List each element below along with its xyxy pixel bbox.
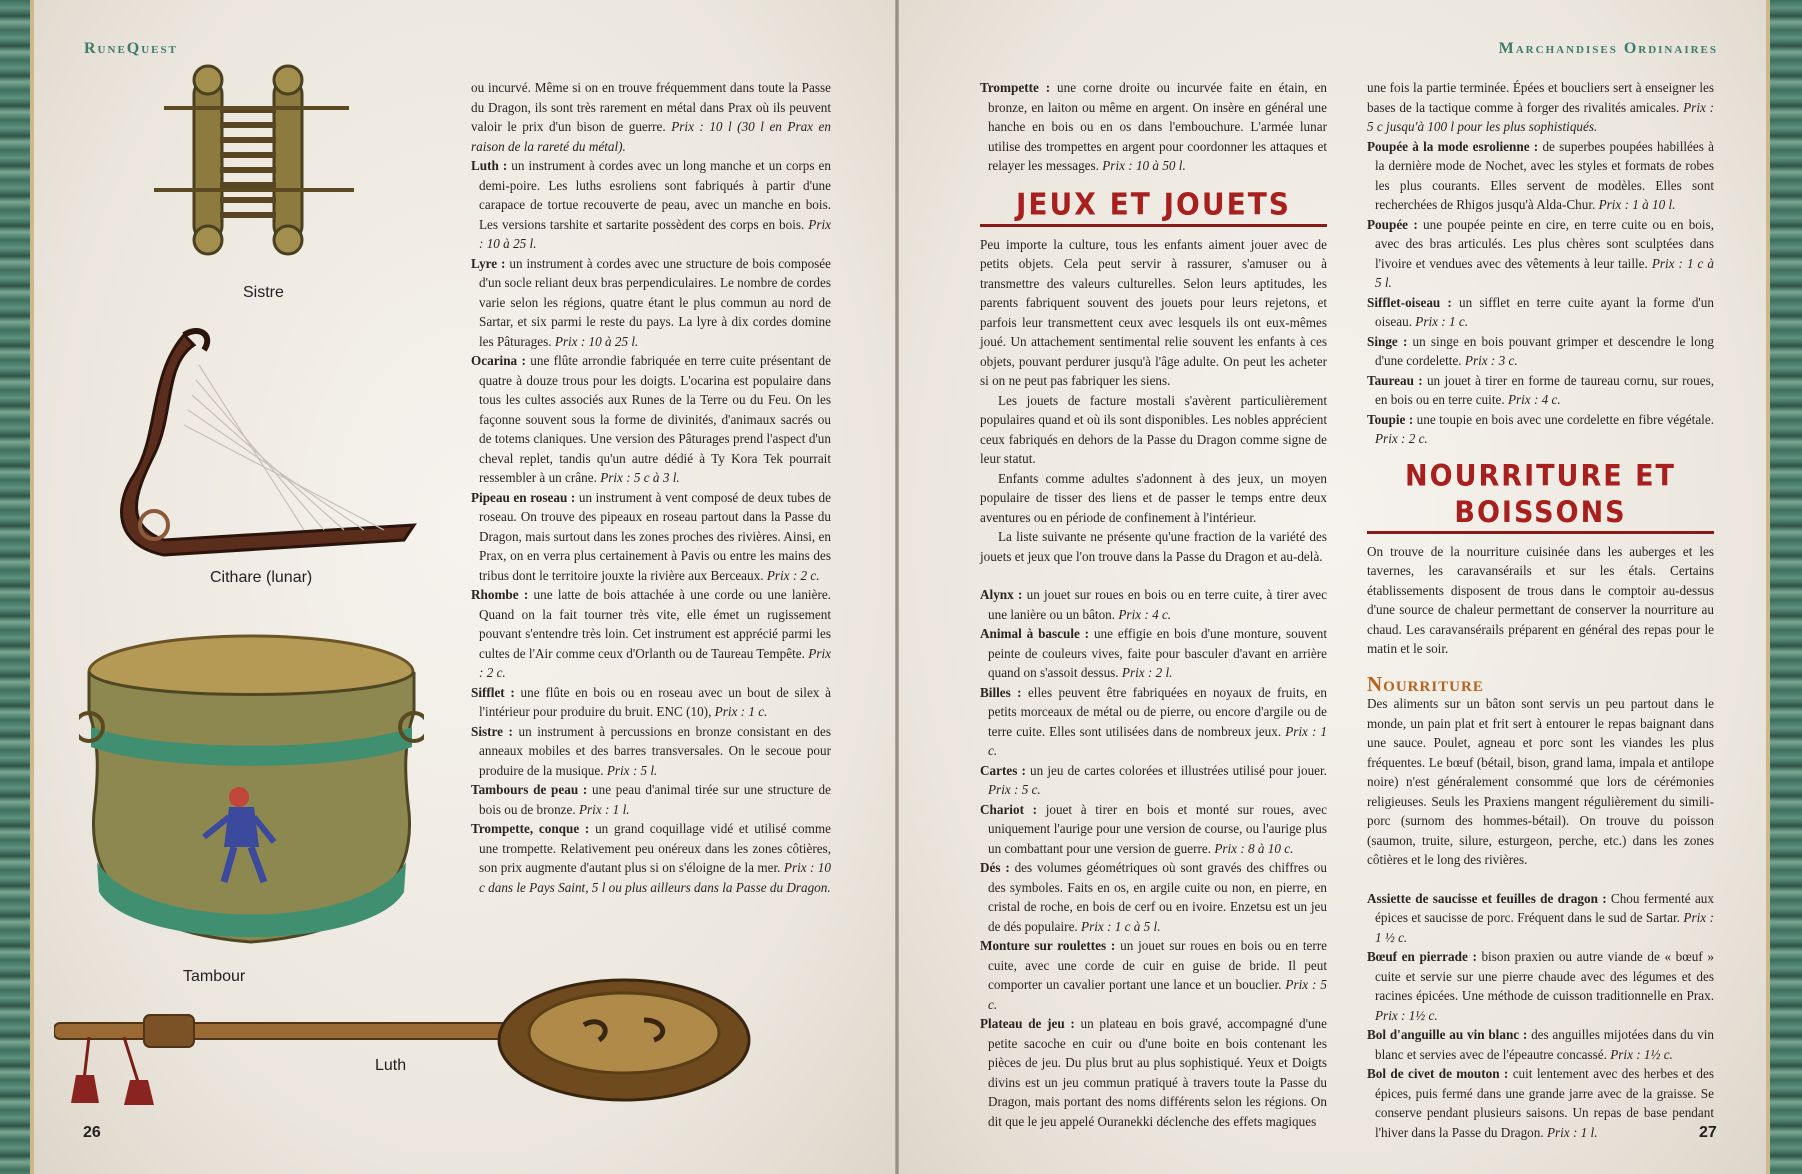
entry-text: elles peuvent être fabriquées en noyaux de fruits, en petits morceaux de métal ou de pierre, ou encore d'argile ou de terre cuite. Elles sont utilisées dans de nombreux jeux. [988,684,1327,739]
list-item [1367,947,1714,1025]
jeux-paragraph: Les jouets de facture mostali s'avèrent particulièrement populaires quand et où ils sont disponibles. Les nobles apprécient ceux fabriqués en dehors de la Passe du Dragon comme signe de leur statut. [980,392,1327,466]
entry-term: Sifflet : [471,684,515,700]
list-item [980,761,1327,800]
nourriture-intro: On trouve de la nourriture cuisinée dans les auberges et les tavernes, les caravansérails et sur les étals. Certains établissements disposent de trous dans le comptoir au-dessus d'une source de chaleur permettant de conserver la nourriture au chaud. Les caravansérails préparent en général des repas pour le matin et le soir. [1367,543,1714,656]
list-item [980,858,1327,936]
entry-term: Plateau de jeu : [980,1016,1075,1031]
list-item [471,722,831,781]
list-item [471,254,831,352]
entry-term: Bol de civet de mouton : [1367,1066,1509,1081]
entry-term: Animal à bascule : [980,626,1090,641]
entry-price: Prix : 5 l. [606,762,658,778]
entry-text: ou incurvé. Même si on en trouve fréquemment dans toute la Passe du Dragon, ils sont très rarement en métal dans Prax où ils peuvent valoir le prix d'un bison de guerre. [471,80,831,134]
entry-term: Trompette, conque : [471,821,590,836]
entry-text: un jouet à tirer en forme de taureau cornu, sur roues, en bois ou en terre cuite. [1375,372,1714,407]
entry-text: une fois la partie terminée. Épées et boucliers sert à enseigner les bases de la tactique comme à forger des rivalités amicales. [1367,80,1714,115]
entry-text: une peau d'animal tirée sur une structure de bois ou de bronze. [479,782,832,817]
entry-term: Alynx : [980,587,1023,602]
list-item [471,156,831,254]
caption-luth: Luth [375,1057,407,1074]
luth-illustration [54,975,774,1105]
running-head-right: Marchandises Ordinaires [1498,40,1718,57]
entry-price: Prix : 1 c à 5 l. [1081,918,1161,934]
entry-term: Pipeau en roseau : [471,489,576,505]
entry-term: Toupie : [1367,411,1414,427]
entry-term: Billes : [980,684,1022,700]
jeux-paragraph: Peu importe la culture, tous les enfants aiment jouer avec de petits objets. Cela peut servir à rassurer, s'amuser ou à transmettre des valeurs culturelles. Selon leurs aptitudes, les parents fabriquent souvent des jouets pour leurs rejetons, et parfois leur transmettent ceux avec lesquels ils ont eux-mêmes joué. Un attachement sentimental relie souvent les enfants à ces objets, pouvant perdurer jusqu'à l'âge adulte. On peut les acheter si on ne peut pas fabriquer les siens. [980,236,1327,388]
sistre-illustration [154,60,364,280]
entry-price: Prix : 1 c. [1415,314,1469,329]
section-heading-nourriture: NOURRITURE ET BOISSONS [1405,458,1676,530]
entry-term: Bol d'anguille au vin blanc : [1367,1027,1528,1042]
right-text-column-2 [1367,78,1714,1142]
entry-text: une poupée peinte en cire, en terre cuite ou en bois, avec des bras articulés. Les plus chères sont sculptées dans l'ivoire et vendues avec des vêtements à leur taille. [1375,216,1714,271]
entry-text: une effigie en bois d'une monture, souvent peinte de couleurs vives, faite pour basculer d'avant en arrière quand on s'assoit dessus. [988,626,1327,680]
list-item [471,585,831,683]
heading-rule [980,224,1327,227]
list-item [471,351,831,488]
list-item [1367,889,1714,948]
entry-term: Assiette de saucisse et feuilles de dragon : [1367,890,1607,906]
running-head-left: RuneQuest [84,40,178,57]
entry-text: un plateau en bois gravé, accompagné d'une petite sacoche en cuir ou d'une boite en bois contenant les pièces de jeu. Du plus brut au plus sophistiqué. Yeux et Doigts divins est un jeu commun pratiqué à travers toute la Passe du Dragon, mais portant des noms différents selon les régions. On dit que le jeu appelé Ouranekki déclenche des effets magiques [988,1016,1327,1129]
list-item [980,624,1327,683]
list-item [1367,293,1714,332]
continued-paragraph [471,78,831,156]
entry-term: Dés : [980,860,1010,875]
list-item [1367,332,1714,371]
entry-term: Singe : [1367,333,1408,349]
entry-term: Bœuf en pierrade : [1367,949,1477,964]
entry-text: Chou fermenté aux épices et saucisse de porc. Fréquent dans le sud de Sartar. [1375,890,1714,925]
entry-text: des anguilles mijotées dans du vin blanc et servies avec de l'épeautre concassé. [1375,1027,1714,1062]
entry-price: Prix : 1 c. [988,723,1327,758]
list-item [980,1014,1327,1131]
page-number-right: 27 [1699,1124,1717,1141]
left-page [34,0,895,1174]
entry-price: Prix : 2 l. [1121,665,1173,680]
entry-text: de superbes poupées habillées à la dernière mode de Nochet, avec les styles et formats de robes les plus courants. Elles servent de modèles. Elles sont recherchées de Rhigos jusqu'à Alda-Chur. [1375,138,1714,212]
entry-text: un instrument à vent composé de deux tubes de roseau. On trouve des pipeaux en roseau partout dans la Passe du Dragon, mais surtout dans les zones proches des rivières. Ainsi, en Prax, on en verra plus certainement à Pavis ou entre les mains des tribus dont le territoire jouxte la rivière aux Berceaux. [479,489,831,583]
jeux-paragraph: Enfants comme adultes s'adonnent à des jeux, un moyen populaire de tisser des liens et de passer le temps entre deux aventures ou en période de confinement à l'intérieur. [980,470,1327,525]
entry-text: des volumes géométriques où sont gravés des chiffres ou des symboles. Faits en os, en argile cuite ou non, en pierre, en cristal de roche, en bois de cerf ou en ivoire. Enzetsu est un jeu de dés populaire. [988,860,1327,934]
entry-price: Prix : 10 l (30 l en Prax en raison de la rareté du métal). [471,119,831,154]
entry-price: Prix : 1½ c. [1375,1007,1438,1023]
entry-term: Chariot : [980,801,1038,817]
entry-text: un instrument à cordes avec un long manche et un corps en demi-poire. Les luths esroliens sont fabriqués à partir d'une carapace de tortue recouverte de peau, avec un manche en bois. Les versions tarshite et sartarite possèdent des corps en bois. [479,158,832,232]
list-item [471,488,831,586]
entry-price: Prix : 5 c. [988,977,1327,1012]
entry-text: un instrument à cordes avec une structure de bois composée d'un socle reliant deux bras perpendiculaires. Le nombre de cordes varie selon les régions, quatre étant le plus commun au nord de Sartar, et six parmi le reste du pays. La lyre à dix cordes domine les Pâturages. [479,255,832,349]
entry-price: Prix : 10 à 50 l. [1102,158,1186,173]
entry-text: un jeu de cartes colorées et illustrées utilisé pour jouer. [1025,762,1327,778]
entry-text: un jouet sur roues en bois ou en terre cuite, avec une corde de cuir en guise de bride. Il peut comporter un cavalier portant une lance et un bouclier. [988,938,1327,992]
list-item [980,78,1327,176]
list-item [471,683,831,722]
entry-text: bison praxien ou autre viande de « bœuf » cuite et servie sur une pierre chaude avec des légumes et des racines épicées. Une méthode de cuisson traditionnelle en Prax. [1375,949,1714,1003]
section-heading-jeux: JEUX ET JOUETS [1016,186,1291,222]
entry-price: Prix : 4 c. [1118,606,1172,622]
list-item [1367,1025,1714,1064]
entry-price: Prix : 2 c. [479,645,831,680]
entry-text: une toupie en bois avec une cordelette en fibre végétale. [1413,411,1714,427]
entry-price: Prix : 8 à 10 c. [1214,840,1294,856]
entry-price: Prix : 1 l. [1546,1124,1598,1140]
entry-price: Prix : 1 ½ c. [1375,910,1714,945]
entry-term: Trompette : [980,80,1051,95]
entry-price: Prix : 5 c jusqu'à 100 l pour les plus sophistiqués. [1367,99,1714,134]
subheading-nourriture: Nourriture [1367,671,1484,696]
entry-term: Taureau : [1367,372,1423,388]
entry-price: Prix : 2 c. [1375,431,1428,446]
entry-text: un grand coquillage vidé et utilisé comme une trompette. Relativement peu onéreux dans les zones côtières, son prix augmente d'autant plus si on s'éloigne de la mer. [479,821,831,875]
entry-text: un jouet sur roues en bois ou en terre cuite, à tirer avec une lanière ou un bâton. [988,587,1327,622]
entry-term: Sistre : [471,723,513,739]
right-ornamental-border [1766,0,1802,1174]
entry-term: Luth : [471,158,508,173]
entry-text: cuit lentement avec des herbes et des épices, puis fermé dans une grande jarre avec de la graisse. Se conserve pendant plusieurs saisons. Un repas de base pendant l'hiver dans la Passe du Dragon. [1375,1066,1714,1140]
entry-term: Poupée à la mode esrolienne : [1367,138,1539,154]
list-item [980,585,1327,624]
entry-text: jouet à tirer en bois et monté sur roues, avec uniquement l'aurige pour une version de course, ou l'aurige plus un combattant pour une version de guerre. [988,801,1327,856]
entry-price: Prix : 1 c à 5 l. [1375,255,1714,290]
trompette-entry [980,78,1327,176]
entry-price: Prix : 3 c. [1464,353,1518,368]
entry-term: Lyre : [471,255,506,271]
entry-price: Prix : 5 c. [988,782,1041,797]
entry-text: une latte de bois attachée à une corde ou une lanière. Quand on la fait tourner très vite, elle émet un rugissement pouvant s'entendre très loin. Cet instrument est apprécié parmi les cultes de l'Air comme ceux d'Orlanth ou de Taureau Tempête. [479,587,831,661]
entry-text: une corne droite ou incurvée faite en étain, en bronze, en laiton ou même en argent. On insère en général une hanche en bois ou en os dans l'embouchure. L'armée lunar utilise des trompettes en argent pour coordonner les attaques et relayer les messages. [988,80,1327,173]
entry-text: une flûte en bois ou en roseau avec un bout de silex à l'intérieur pour produire du bruit. ENC (10), [479,684,831,719]
toys-list [1367,78,1714,449]
list-item [471,819,831,897]
entry-price: Prix : 1 à 10 l. [1598,197,1676,212]
list-item [1367,371,1714,410]
right-page [899,0,1766,1174]
entry-term: Cartes : [980,762,1026,778]
entry-price: Prix : 5 c à 3 l. [600,470,680,485]
entry-price: Prix : 4 c. [1507,392,1561,407]
page-number-left: 26 [83,1124,101,1141]
list-item [1367,215,1714,293]
jeux-intro [980,235,1327,567]
entry-text: une flûte arrondie fabriquée en terre cuite présentant de quatre à douze trous pour les doigts. L'ocarina est populaire dans tous les cultes associés aux Runes de la Terre ou du Feu. On les façonne souvent sous la forme de divinités, d'animaux sacrés ou de totems claniques. Une version des Pâturages prend l'aspect d'un cheval replet, tandis qu'un autre dédié à Ty Kora Tek pourrait ressembler à un crâne. [479,353,831,485]
entry-price: Prix : 2 c. [766,567,820,583]
entry-price: Prix : 10 c dans le Pays Saint, 5 l ou plus ailleurs dans la Passe du Dragon. [479,860,831,895]
list-item [471,780,831,819]
entry-text: un singe en bois pouvant grimper et descendre le long d'une cordelette. [1375,333,1715,368]
left-text-column [471,78,831,897]
entry-price: Prix : 10 à 25 l. [554,333,639,349]
list-item [1367,1064,1714,1142]
jeux-paragraph: La liste suivante ne présente qu'une fraction de la variété des jouets et jeux que l'on trouve dans la Passe du Dragon et au-delà. [980,529,1327,564]
entry-price: Prix : 1 c. [714,704,768,719]
entry-term: Rhombe : [471,587,529,602]
entry-term: Poupée : [1367,216,1418,232]
list-item [980,800,1327,859]
entry-term: Monture sur roulettes : [980,938,1116,953]
entry-term: Tambours de peau : [471,782,588,797]
entry-price: Prix : 10 à 25 l. [479,216,831,251]
cithare-illustration [104,325,424,565]
caption-cithare: Cithare (lunar) [210,569,313,586]
caption-tambour: Tambour [183,968,246,985]
right-text-column-1 [980,78,1327,1131]
food-entries [1367,889,1714,1143]
list-item [980,936,1327,1014]
nourriture-paragraph: Des aliments sur un bâton sont servis un peu partout dans le monde, un pain plat et frit sert à entourer le repas baignant dans une sauce. Poulet, agneau et porc sont les viandes les plus fréquentes. Le bœuf (bétail, bison, grand lama, impala et antilope noire) n'est généralement consommé que lors de cérémonies religieuses. Seuls les Praxiens mangent régulièrement du simili-porc (surnom des hommes-bétail). On trouve du poisson (saumon, truite, silure, esturgeon, perche, etc.) dans les zones côtières et le long des rivières. [1367,696,1714,867]
entry-term: Sifflet-oiseau : [1367,294,1452,310]
list-item [980,683,1327,761]
caption-sistre: Sistre [243,284,284,301]
list-item [1367,410,1714,449]
entry-term: Ocarina : [471,353,526,368]
entry-price: Prix : 1½ c. [1610,1046,1673,1062]
list-item [1367,137,1714,215]
entry-text: un sifflet en terre cuite ayant la forme d'un oiseau. [1375,294,1714,329]
entry-price: Prix : 1 l. [578,801,630,817]
entry-text: un instrument à percussions en bronze consistant en des anneaux mobiles et des barres transversales. On le secoue pour produire de la musique. [479,723,831,778]
left-ornamental-border [0,0,34,1174]
tambour-illustration [79,632,424,962]
continued-paragraph [1367,78,1714,137]
jeux-entries [980,585,1327,1131]
